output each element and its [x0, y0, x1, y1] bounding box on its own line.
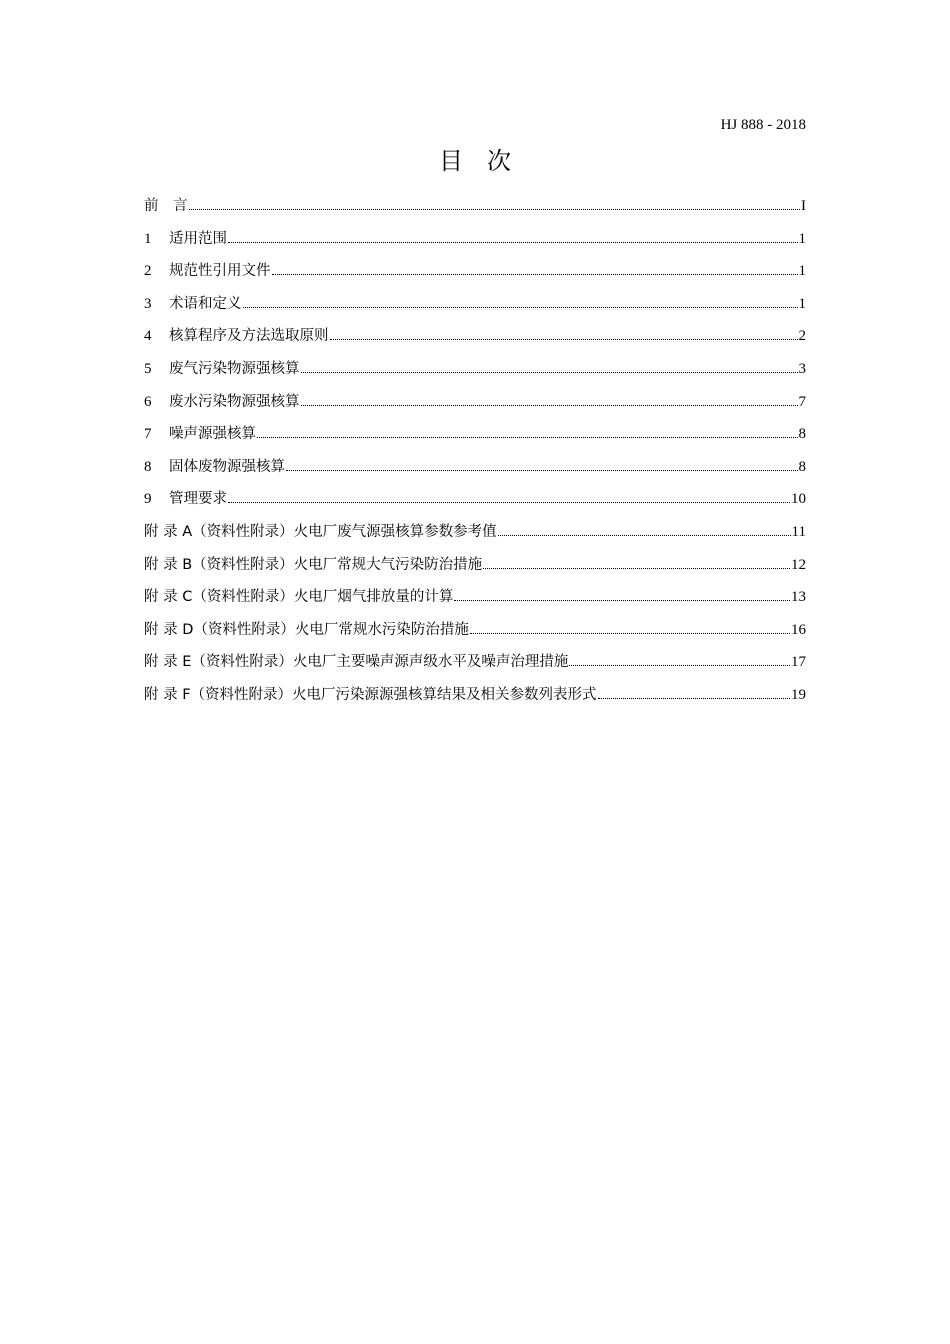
- standard-code: HJ 888 - 2018: [720, 117, 806, 133]
- toc-entry-number: 9: [144, 491, 152, 508]
- toc-entry-page: 17: [791, 654, 806, 671]
- toc-entry-page: I: [801, 198, 806, 214]
- toc-entry-number: 2: [144, 263, 152, 280]
- dot-leader: [483, 567, 790, 569]
- toc-entry-number: 3: [144, 295, 152, 312]
- toc-entry-appendix-b[interactable]: [144, 552, 806, 585]
- dot-leader: [301, 404, 798, 406]
- dot-leader: [257, 436, 798, 438]
- toc-entry-title: 核算程序及方法选取原则: [169, 328, 329, 345]
- toc-entry-6[interactable]: [144, 389, 806, 422]
- toc-entry-page: 10: [791, 491, 806, 508]
- dot-leader: [470, 632, 790, 634]
- toc-entry-number: 4: [144, 328, 152, 345]
- toc-entry-title: 火电厂污染源源强核算结果及相关参数列表形式: [292, 686, 597, 703]
- toc-entry-8[interactable]: [144, 454, 806, 487]
- toc-entry-page: 8: [798, 458, 806, 475]
- toc-entry-title: 噪声源强核算: [169, 426, 256, 443]
- toc-entry-page: 12: [791, 556, 806, 573]
- toc-entry-page: 13: [791, 589, 806, 606]
- toc-entry-page: 19: [791, 686, 806, 703]
- toc-entry-page: 1: [798, 295, 806, 312]
- toc-entry-appendix-f[interactable]: [144, 682, 806, 715]
- dot-leader: [598, 697, 790, 699]
- toc-entry-number: 5: [144, 360, 152, 377]
- toc-entry-number: 前 言: [144, 198, 188, 214]
- toc-entry-4[interactable]: [144, 323, 806, 356]
- dot-leader: [228, 501, 790, 503]
- toc-entry-page: 1: [798, 230, 806, 247]
- table-of-contents: [144, 193, 806, 715]
- toc-entry-page: 1: [798, 263, 806, 280]
- toc-entry-title: 规范性引用文件: [169, 263, 271, 280]
- dot-leader: [569, 664, 790, 666]
- dot-leader: [286, 469, 798, 471]
- toc-entry-title: 火电厂废气源强核算参数参考值: [293, 523, 497, 540]
- dot-leader: [301, 371, 798, 373]
- toc-entry-number: 7: [144, 426, 152, 443]
- toc-entry-page: 2: [798, 328, 806, 345]
- toc-title: 目 次: [439, 147, 511, 175]
- toc-entry-appendix-a[interactable]: [144, 519, 806, 552]
- toc-entry-page: 16: [791, 621, 806, 638]
- toc-entry-page: 7: [798, 393, 806, 410]
- toc-entry-title: 术语和定义: [169, 295, 242, 312]
- dot-leader: [243, 306, 798, 308]
- dot-leader: [228, 241, 798, 243]
- toc-entry-number: 8: [144, 458, 152, 475]
- toc-entry-number: 附 录 B（资料性附录）: [144, 556, 294, 573]
- toc-entry-title: 火电厂常规大气污染防治措施: [293, 556, 483, 573]
- dot-leader: [454, 599, 790, 601]
- toc-entry-title: 适用范围: [169, 230, 227, 247]
- toc-entry-title: 火电厂主要噪声源声级水平及噪声治理措施: [292, 654, 569, 671]
- dot-leader: [330, 338, 798, 340]
- toc-entry-number: 附 录 A（资料性附录）: [144, 523, 294, 540]
- toc-entry-number: 附 录 C（资料性附录）: [144, 589, 294, 606]
- toc-entry-number: 附 录 F（资料性附录）: [144, 686, 293, 703]
- toc-entry-page: 11: [791, 523, 806, 540]
- toc-entry-appendix-e[interactable]: [144, 649, 806, 682]
- toc-entry-number: 1: [144, 230, 152, 247]
- toc-entry-7[interactable]: [144, 421, 806, 454]
- toc-entry-number: 附 录 E（资料性附录）: [144, 654, 293, 671]
- dot-leader: [189, 208, 801, 210]
- toc-entry-title: 固体废物源强核算: [169, 458, 285, 475]
- toc-entry-title: 管理要求: [169, 491, 227, 508]
- toc-entry-appendix-c[interactable]: [144, 584, 806, 617]
- toc-entry-foreword[interactable]: [144, 193, 806, 226]
- dot-leader: [498, 534, 791, 536]
- toc-entry-page: 3: [798, 360, 806, 377]
- toc-entry-3[interactable]: [144, 291, 806, 324]
- toc-entry-5[interactable]: [144, 356, 806, 389]
- toc-entry-1[interactable]: [144, 226, 806, 259]
- toc-entry-page: 8: [798, 426, 806, 443]
- dot-leader: [272, 273, 798, 275]
- toc-entry-2[interactable]: [144, 258, 806, 291]
- toc-entry-title: 火电厂烟气排放量的计算: [293, 589, 454, 606]
- toc-entry-title: 废水污染物源强核算: [169, 393, 300, 410]
- toc-entry-number: 6: [144, 393, 152, 410]
- toc-entry-title: 火电厂常规水污染防治措施: [294, 621, 469, 638]
- toc-entry-number: 附 录 D（资料性附录）: [144, 621, 295, 638]
- toc-entry-9[interactable]: [144, 486, 806, 519]
- toc-entry-title: 废气污染物源强核算: [169, 360, 300, 377]
- toc-entry-appendix-d[interactable]: [144, 617, 806, 650]
